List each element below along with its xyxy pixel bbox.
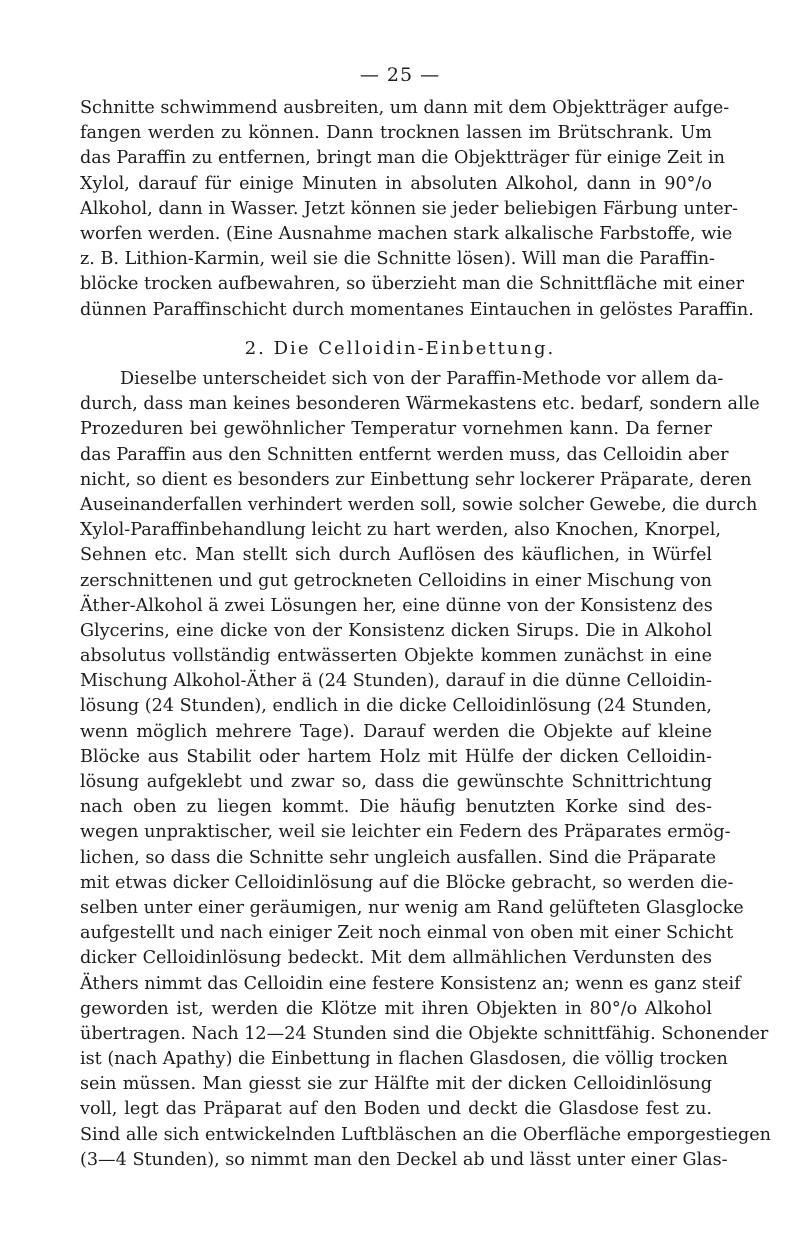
- text-line: dicker Celloidinlösung bedeckt. Mit dem allmählichen Verdunsten des: [80, 948, 712, 969]
- text-line: Xylol-Paraffinbehandlung leicht zu hart werden, also Knochen, Knorpel,: [80, 520, 721, 541]
- text-line: blöcke trocken aufbewahren, so überzieht man die Schnittfläche mit einer: [80, 274, 744, 295]
- text-line: lösung aufgeklebt und zwar so, dass die gewünschte Schnittrichtung: [80, 772, 712, 792]
- text-line: Alkohol, dann in Wasser. Jetzt können sie jeder beliebigen Färbung unter-: [80, 198, 738, 219]
- text-line: Sehnen etc. Man stellt sich durch Auflösen des käuflichen, in Würfel: [80, 545, 712, 566]
- text-line: Schnitte schwimmend ausbreiten, um dann mit dem Objektträger aufge-: [80, 98, 730, 118]
- text-line: absolutus vollständig entwässerten Objekte kommen zunächst in eine: [80, 646, 712, 667]
- text-line: Äthers nimmt das Celloidin eine festere Konsistenz an; wenn es ganz steif: [80, 973, 741, 994]
- text-line: Prozeduren bei gewöhnlicher Temperatur vornehmen kann. Da ferner: [80, 419, 712, 440]
- text-line: das Paraffin aus den Schnitten entfernt werden muss, das Celloidin aber: [80, 444, 729, 465]
- section-heading: 2. Die Celloidin-Einbettung.: [244, 338, 556, 359]
- text-line: Glycerins, eine dicke von der Konsistenz dicken Sirups. Die in Alkohol: [80, 620, 712, 641]
- text-line: aufgestellt und nach einiger Zeit noch einmal von oben mit einer Schicht: [80, 923, 734, 944]
- text-line: voll, legt das Präparat auf den Boden und deckt die Glasdose fest zu.: [80, 1099, 712, 1120]
- paragraph-2: [80, 367, 771, 1173]
- text-line: Auseinanderfallen verhindert werden soll, sowie solcher Gewebe, die durch: [80, 494, 758, 515]
- page-number: — 25 —: [359, 64, 441, 86]
- text-line: (3—4 Stunden), so nimmt man den Deckel ab und lässt unter einer Glas-: [80, 1149, 728, 1170]
- text-line: geworden ist, werden die Klötze mit ihren Objekten in 80°/o Alkohol: [80, 998, 712, 1019]
- text-line: dünnen Paraffinschicht durch momentanes Eintauchen in gelöstes Paraffin.: [80, 299, 754, 320]
- text-line: worfen werden. (Eine Ausnahme machen stark alkalische Farbstoffe, wie: [80, 223, 733, 244]
- text-line: nicht, so dient es besonders zur Einbettung sehr lockerer Präparate, deren: [80, 469, 752, 490]
- text-line: Sind alle sich entwickelnden Luftbläschen an die Oberfläche emporgestiegen: [80, 1124, 771, 1145]
- text-line: wenn möglich mehrere Tage). Darauf werden die Objekte auf kleine: [80, 721, 712, 742]
- text-line: mit etwas dicker Celloidinlösung auf die Blöcke gebracht, so werden die-: [80, 872, 734, 893]
- text-line: selben unter einer geräumigen, nur wenig am Rand gelüfteten Glasglocke: [80, 897, 744, 918]
- text-line: ist (nach Apathy) die Einbettung in flachen Glasdosen, die völlig trocken: [80, 1049, 728, 1070]
- text-line: zerschnittenen und gut getrockneten Celloidins in einer Mischung von: [80, 570, 712, 591]
- text-line: Äther-Alkohol ä zwei Lösungen her, eine dünne von der Konsistenz des: [80, 595, 713, 616]
- paragraph-1: [80, 96, 754, 323]
- text-line: Xylol, darauf für einige Minuten in absoluten Alkohol, dann in 90°/o: [80, 173, 712, 194]
- text-line: Blöcke aus Stabilit oder hartem Holz mit Hülfe der dicken Celloidin-: [80, 746, 712, 767]
- text-line: übertragen. Nach 12—24 Stunden sind die Objekte schnittfähig. Schonender: [80, 1023, 769, 1044]
- text-line: wegen unpraktischer, weil sie leichter ein Federn des Präparates ermög-: [80, 822, 731, 843]
- text-line: lösung (24 Stunden), endlich in die dicke Celloidinlösung (24 Stunden,: [80, 696, 712, 717]
- text-line: sein müssen. Man giesst sie zur Hälfte mit der dicken Celloidinlösung: [80, 1074, 712, 1095]
- text-line: durch, dass man keines besonderen Wärmekastens etc. bedarf, sondern alle: [80, 394, 760, 415]
- text-line: Dieselbe unterscheidet sich von der Paraffin-Methode vor allem da-: [120, 369, 724, 389]
- text-line: z. B. Lithion-Karmin, weil sie die Schnitte lösen). Will man die Paraffin-: [80, 249, 715, 270]
- text-line: lichen, so dass die Schnitte sehr ungleich ausfallen. Sind die Präparate: [80, 847, 717, 868]
- text-line: nach oben zu liegen kommt. Die häufig benutzten Korke sind des-: [80, 797, 712, 818]
- text-line: das Paraffin zu entfernen, bringt man die Objektträger für einige Zeit in: [80, 148, 725, 169]
- text-line: Mischung Alkohol-Äther ä (24 Stunden), darauf in die dünne Celloidin-: [80, 671, 712, 692]
- text-line: fangen werden zu können. Dann trocknen lassen im Brütschrank. Um: [80, 123, 712, 144]
